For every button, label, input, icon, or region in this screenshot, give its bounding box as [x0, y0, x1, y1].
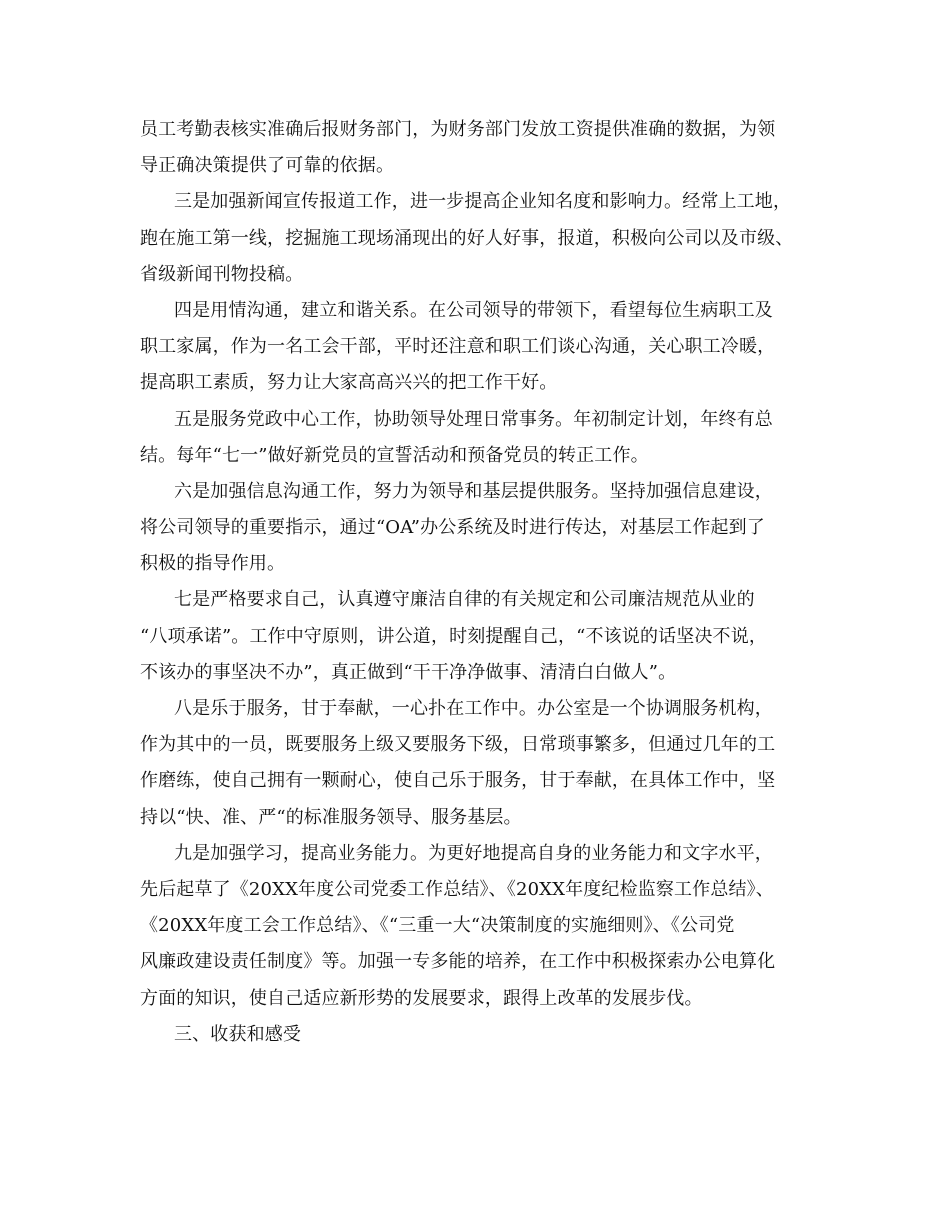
paragraph-line: 先后起草了《20XX年度公司党委工作总结》、《20XX年度纪检监察工作总结》、 [140, 878, 774, 900]
paragraph-line: “八项承诺”。工作中守原则，讲公道，时刻提醒自己，“不该说的话坚决不说， [140, 625, 768, 647]
paragraph-line: 作为其中的一员，既要服务上级又要服务下级，日常琐事繁多，但通过几年的工 [140, 734, 776, 756]
paragraph-line: 五是服务党政中心工作，协助领导处理日常事务。年初制定计划，年终有总 [174, 408, 773, 430]
paragraph-line: 方面的知识，使自己适应新形势的发展要求，跟得上改革的发展步伐。 [140, 987, 703, 1009]
paragraph-line: 六是加强信息沟通工作，努力为领导和基层提供服务。坚持加强信息建设， [174, 480, 773, 502]
paragraph-line: 提高职工素质，努力让大家高高兴兴的把工作干好。 [140, 372, 558, 394]
paragraph-line: 不该办的事坚决不办”，真正做到“干干净净做事、清清白白做人”。 [140, 661, 677, 683]
document-body [140, 112, 815, 1053]
paragraph-line: 省级新闻刊物投稿。 [140, 263, 304, 285]
paragraph-line: 跑在施工第一线，挖掘施工现场涌现出的好人好事，报道，积极向公司以及市级、 [140, 227, 794, 249]
section-heading: 三、收获和感受 [174, 1023, 302, 1045]
paragraph-line: 结。每年“七一”做好新党员的宣誓活动和预备党员的转正工作。 [140, 444, 649, 466]
paragraph-line: 风廉政建设责任制度》等。加强一专多能的培养，在工作中积极探索办公电算化 [140, 951, 776, 973]
paragraph-line: 七是严格要求自己，认真遵守廉洁自律的有关规定和公司廉洁规范从业的 [174, 589, 755, 611]
paragraph-line: 持以“快、准、严“的标准服务领导、服务基层。 [140, 806, 522, 828]
paragraph-line: 积极的指导作用。 [140, 553, 286, 575]
paragraph-line: 将公司领导的重要指示，通过“OA”办公系统及时进行传达，对基层工作起到了 [140, 517, 765, 539]
paragraph-line: 导正确决策提供了可靠的依据。 [140, 155, 395, 177]
paragraph-line: 四是用情沟通，建立和谐关系。在公司领导的带领下，看望每位生病职工及 [174, 299, 773, 321]
paragraph-line: 《20XX年度工会工作总结》、《“三重一大“决策制度的实施细则》、《公司党 [140, 915, 735, 937]
paragraph-line: 职工家属，作为一名工会干部，平时还注意和职工们谈心沟通，关心职工冷暖， [140, 336, 776, 358]
paragraph-line: 作磨练，使自己拥有一颗耐心，使自己乐于服务，甘于奉献，在具体工作中，坚 [140, 770, 776, 792]
paragraph-line: 九是加强学习，提高业务能力。为更好地提高自身的业务能力和文字水平， [174, 842, 773, 864]
paragraph-line: 员工考勤表核实准确后报财务部门，为财务部门发放工资提供准确的数据，为领 [140, 119, 776, 140]
paragraph-line: 八是乐于服务，甘于奉献，一心扑在工作中。办公室是一个协调服务机构， [174, 698, 773, 719]
paragraph-line: 三是加强新闻宣传报道工作，进一步提高企业知名度和影响力。经常上工地， [174, 191, 792, 213]
